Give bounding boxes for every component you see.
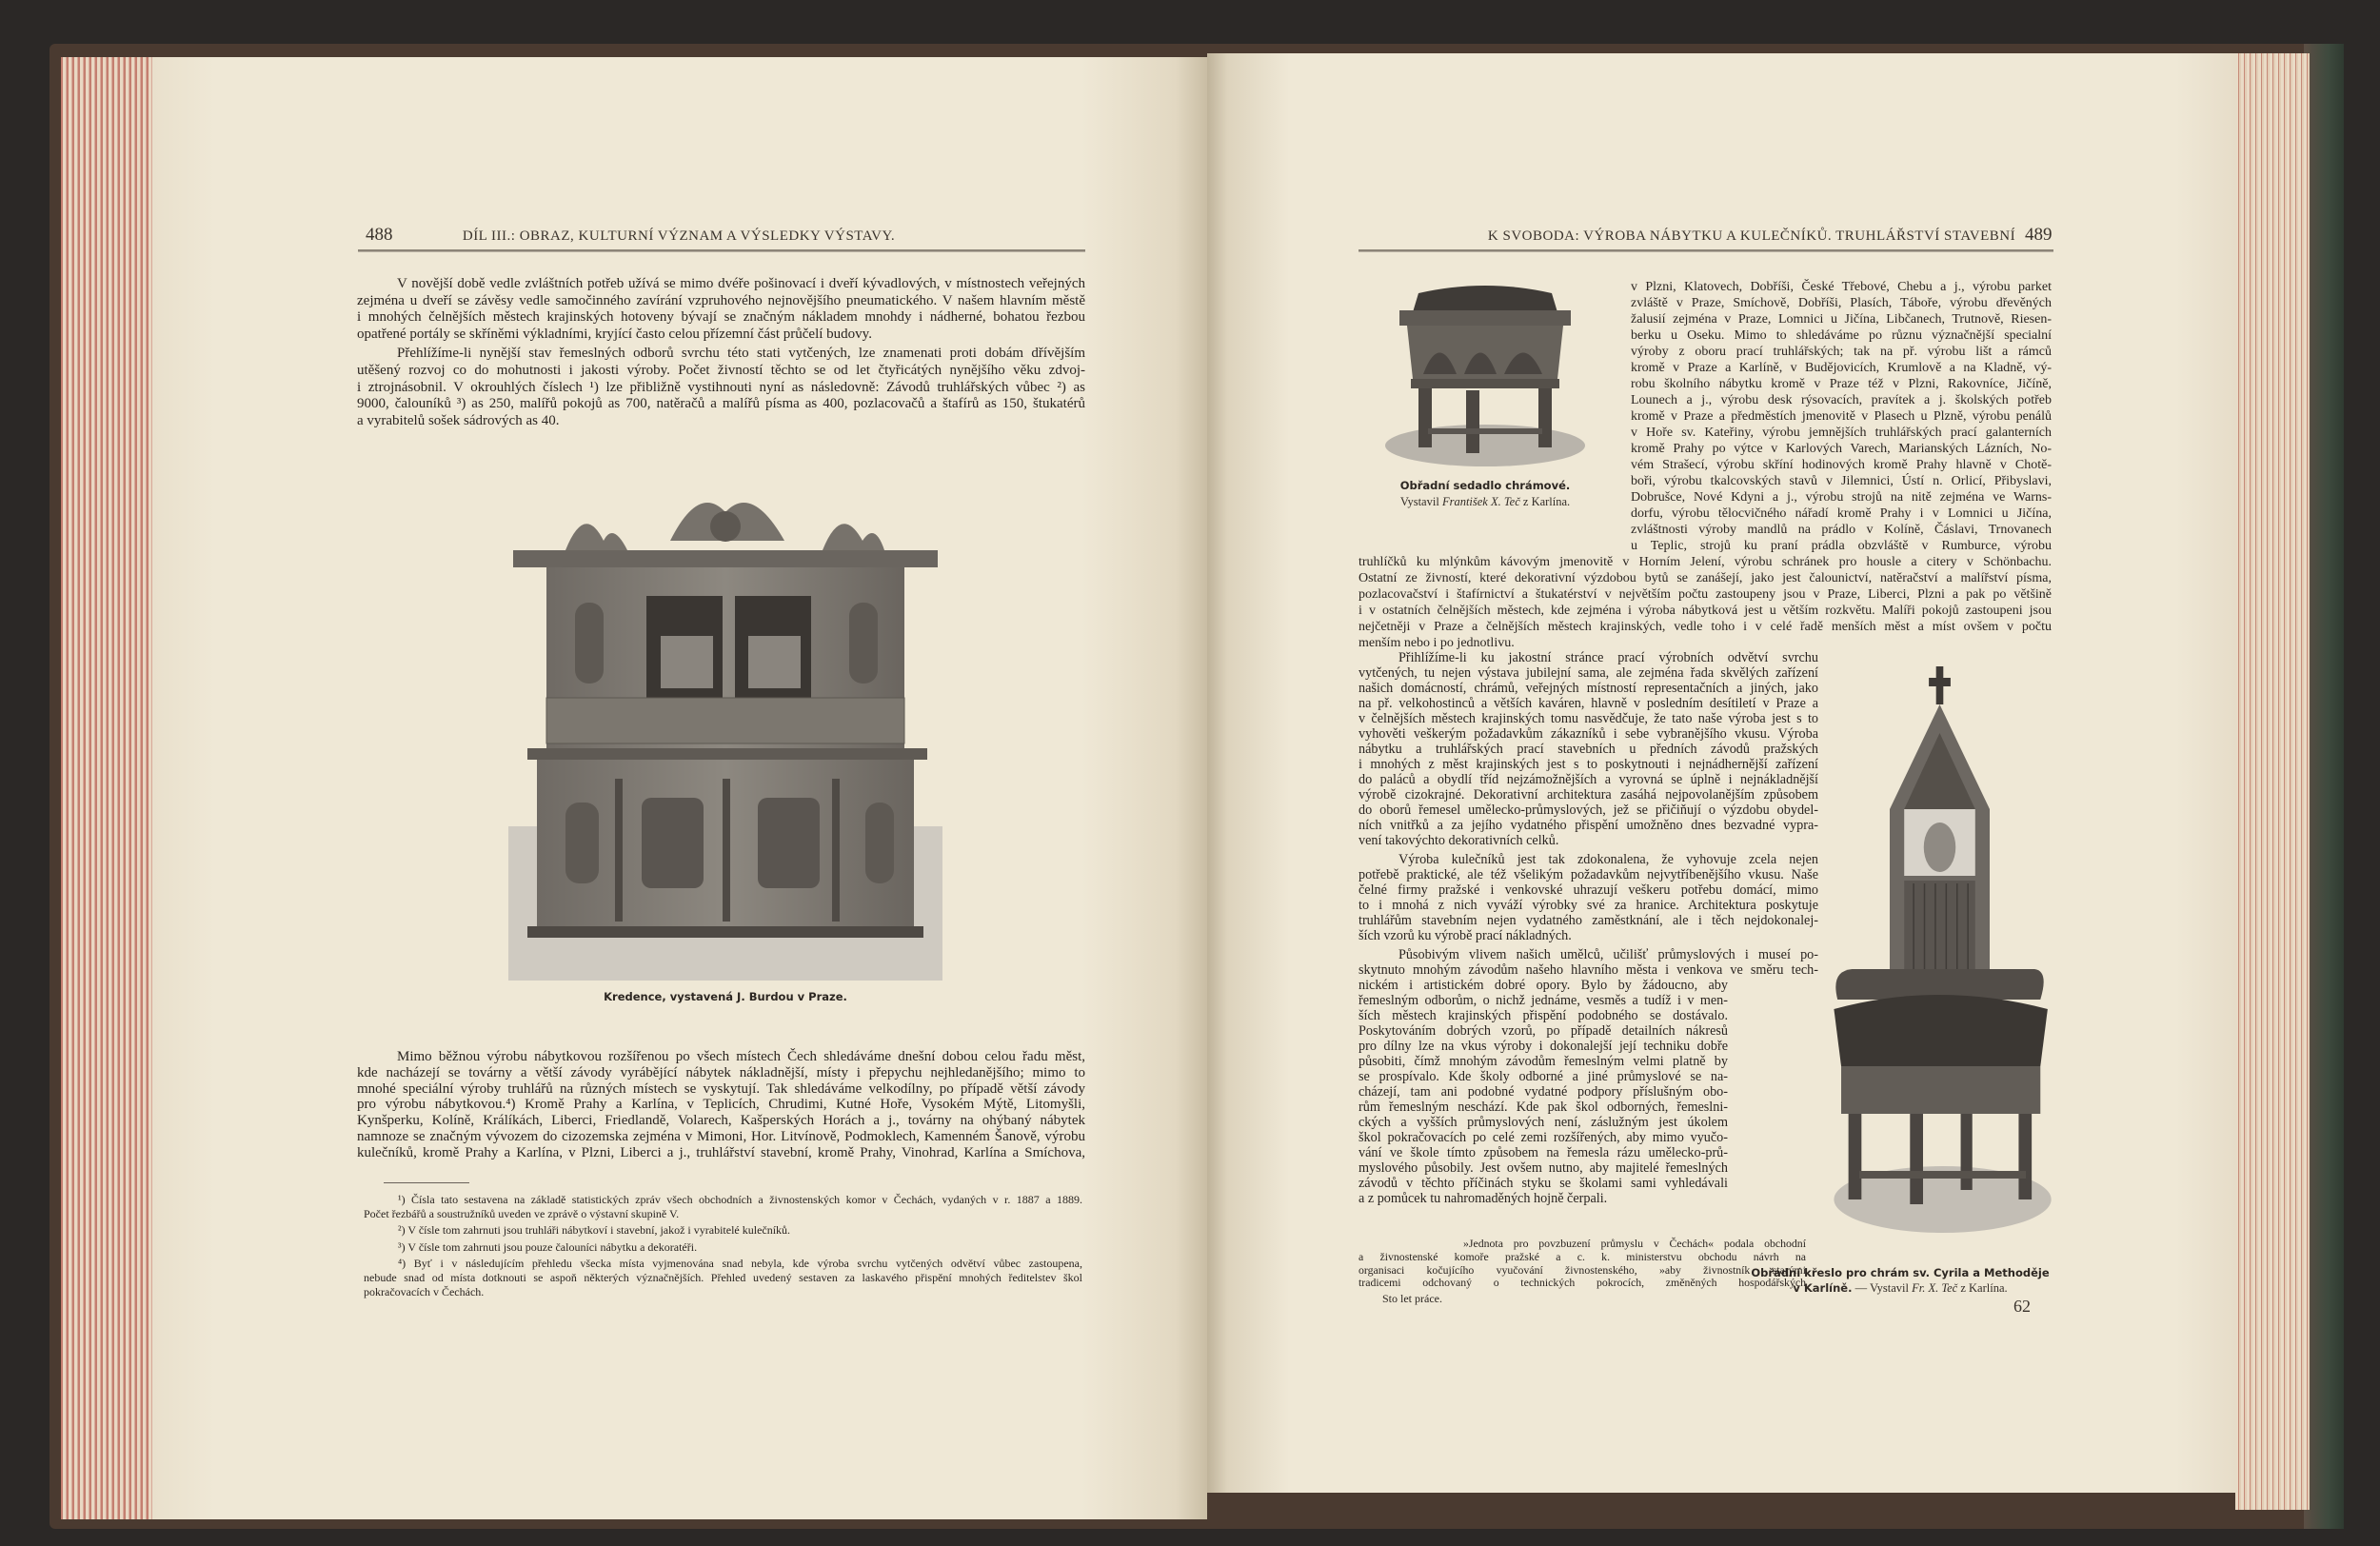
paragraph [1359, 852, 1818, 943]
text-line: ších městech krajinských přispění podobného se dostávalo. [1359, 1008, 1728, 1023]
text-line: pro výrobu nábytkovou.⁴) Kromě Prahy a Karlína, v Teplicích, Chrudimi, Kutné Hoře, Vysokém Mýtě, Litomyšli, [357, 1097, 1085, 1113]
text-line: Přehlížíme-li nynější stav řemeslných odborů svrchu této stati vytčených, lze znamenati proti dobám dřívějším [397, 346, 1085, 362]
full-width-text [1359, 554, 2052, 651]
text-line: pro dílny lze na vkus výroby i dokonalejší její techniku dobře [1359, 1039, 1728, 1054]
text-line: a živnostenské komoře pražské a c. k. ministerstvu obchodu návrh na [1359, 1249, 1806, 1263]
credit-suffix: z Karlína. [1522, 495, 1571, 508]
footnote-rule [384, 1182, 469, 1183]
body-text-left [357, 1049, 1085, 1161]
text-line: do oborů řemesel umělecko-průmyslových, jež se přičiňují o výzdobu obydel- [1359, 803, 1818, 818]
text-line: vení takovýchto dekorativních celků. [1359, 833, 1559, 848]
text-line: do paláců a obydlí tříd nejzámožnějších a vyrovná se úplně i nejnákladnější [1359, 772, 1818, 787]
chair-caption-title: Obřadní křeslo pro chrám sv. Cyrila a Methoděje [1751, 1266, 2050, 1279]
text-line: řemeslným odborům, o nichž jednáme, vesměs a tudíž i v men- [1359, 993, 1728, 1008]
text-line: ²) V čísle tom zahrnuti jsou truhláři nábytkoví i stavební, jakož i vyrabitelé kulečníků. [398, 1223, 791, 1238]
text-line: kromě Prahy po výtce v Karlových Varech, Marianských Lázních, No- [1631, 442, 2052, 456]
paragraph [357, 276, 1085, 343]
credit-prefix: Vystavil [1399, 495, 1439, 508]
text-line: žalusií zejména v Praze, Lomnici u Jičína, Libčanech, Trutnově, Riesen- [1631, 312, 2052, 327]
cabinet-caption: Kredence, vystavená J. Burdou v Praze. [604, 990, 847, 1003]
text-line: zvláštnosti výroby mandlů na prádlo v Kolíně, Čáslavi, Trnovanech [1631, 523, 2052, 537]
text-line: Mimo běžnou výrobu nábytkovou rozšířenou po všech místech Čech shledáváme dnešní dobou celou řadu měst, [397, 1049, 1085, 1064]
text-line: ¹) Čísla tato sestavena na základě statistických zpráv všech obchodních a živnostenských komor v Čechách, vydaných v r. 1887 a 1889. [398, 1193, 1082, 1206]
paragraph [1631, 279, 2052, 554]
header-rule-left [358, 249, 1085, 252]
text-line: se prospívalo. Kde školy odborné a jiné průmyslové se na- [1359, 1069, 1728, 1084]
text-line: Dobrušce, Nové Kdyni a j., výrobu strojů na nitě zejména ve Warns- [1631, 490, 2052, 505]
text-line: pozlacovačství i štafírnictví a štukatérství v největším počtu zastoupeny jsou v Praze, Liberci, Plzni a pak po většině [1359, 587, 2052, 602]
paragraph [1359, 554, 2052, 651]
text-line: vání ve škole tímto způsobem na řemesla rázu umělecko-prů- [1359, 1145, 1728, 1160]
text-line: i ztrojnásobnil. V okrouhlých číslech ¹) lze přibližně vystihnouti nyní as následovně: Závodů truhlářských vůbec ²) as [357, 379, 1085, 395]
text-line: skytnuto mnohým závodům našeho hlavního města i venkova ve směru tech- [1359, 962, 1818, 978]
text-line: berku u Oseku. Mimo to shledáváme po různu význačnější specialní [1631, 328, 2052, 343]
intro-text [357, 276, 1085, 429]
text-line: Ostatní ze živností, které dekorativní výzdobou bytů se zanášejí, jako jest čalounictví, natěračství a malířství písma, [1359, 571, 2052, 585]
text-line: rům řemeslným neschází. Kde pak škol odborných, řemeslni- [1359, 1100, 1728, 1115]
text-line: ³) V čísle tom zahrnuti jsou pouze čalouníci nábytku a dekoratéři. [398, 1239, 698, 1254]
chair-caption-credit [1738, 1281, 2062, 1296]
text-line: na př. velkohostinců a větších kaváren, hlavně v posledním desítiletí v Praze a [1359, 696, 1818, 711]
text-line: mnohé speciální výroby truhlářů na různých místech se vyskytují. Tak shledáváme velkodílny, po případě větší závody [357, 1080, 1085, 1097]
column-text [1631, 279, 2052, 554]
text-line: i mnohých z měst krajinských jest s to poskytnouti i nejnádhernější zařízení [1359, 757, 1818, 772]
text-line: 9000, čalouníků ³) as 250, malířů pokojů as 700, natěračů a malířů písma as 400, pozlacovačů a štafírů as 150, štukatérů [357, 396, 1085, 412]
paragraph [357, 1049, 1085, 1161]
chair-caption-place: v Karlíně. [1793, 1281, 1853, 1295]
footnotes [364, 1193, 1082, 1299]
sheet-signature: 62 [2013, 1297, 2031, 1316]
text-line: Přihlížíme-li ku jakostní stránce prací výrobních odvětví svrchu [1398, 650, 1818, 665]
text-line: kulečníků, kromě Prahy a Karlína, v Plzni, Liberci a j., truhlářství stavební, kromě Prahy, Vinohrad, Karlína a Smíchova, [357, 1144, 1085, 1160]
text-line: v Plzni, Klatovech, Dobříši, České Třebové, Chebu a j., výrobu parket [1631, 280, 2052, 294]
paragraph [364, 1193, 1082, 1221]
text-line: kde nacházejí se továrny a větší závody vyrábějící nábytek nákladnější, místy i přepychu nejhledanějšího; mimo to [357, 1064, 1085, 1080]
text-line: u Teplic, strojů ku praní prádla obzvláště v Rumburce, výrobu [1631, 539, 2052, 553]
text-line: vém Strašecí, výrobu skříní hodinových kromě Prahy hlavně v Chotě- [1631, 458, 2052, 472]
text-line: ších vzorů ku výrobě prací nákladných. [1359, 928, 1572, 943]
text-line: nickém i artistickém dobré opory. Bylo by žádoucno, aby [1359, 978, 1728, 993]
text-line: nebude snad od místa dotknouti se aspoň některých význačnějších. Přehled uvedený sestaven za laskavého přispění mnohých ředitelstev škol [364, 1271, 1082, 1285]
text-line: zejména u dveří se závěsy vedle samočinného zavírání vzpruhového nejnovějšího pneumatického. V našem hlavním městě [357, 292, 1085, 308]
text-line: čelné firmy pražské i venkovské uhrazují veškeru potřebu domácí, mimo [1359, 882, 1818, 898]
text-line: i v ostatních čelnějších městech, kde zejména i výroba nábytková jest u větším rozkvětu. Malíři pokojů zastoupeni jsou [1359, 604, 2052, 618]
paragraph [1359, 947, 1818, 1206]
running-head-left: DÍL III.: OBRAZ, KULTURNÍ VÝZNAM A VÝSLEDKY VÝSTAVY. [462, 228, 896, 244]
cabinet-illustration [508, 484, 942, 981]
text-line: nejčetněji v Praze a čelnějších městech krajinských, vedle toho i v celé řadě menších měst a míst ovšem v počtu [1359, 620, 2052, 634]
text-line: truhlářům stavebním nejen vydatného zaměstknání, ale i těch nejdokonalej- [1359, 913, 1818, 928]
page-number-right: 489 [2025, 225, 2053, 245]
text-line: a vyrabitelů sošek sádrových as 40. [357, 412, 560, 428]
right-page-edges [2235, 53, 2310, 1510]
text-line: ckých a vyšších průmyslových není, záslužným jest úkolem [1359, 1115, 1728, 1130]
text-line: výrobě cizokrajné. Dekorativní architektura zasáhá nejpovolanějším způsobem [1359, 787, 1818, 803]
text-line: ⁴) Byť i v následujícím přehledu všecka místa vyjmenována snad nebyla, kde výroba svrchu vytčených odvětví vůbec zastoupena, [398, 1256, 1082, 1270]
credit-maker: František X. Teč [1441, 495, 1520, 508]
text-line: potřebě praktické, ale též všelikým požadavkům nejvytříbenějšího vkusu. Naše [1359, 867, 1818, 882]
text-line: v čelnějších městech krajinských tomu nasvědčuje, že tato naše výroba jest s to [1359, 711, 1818, 726]
running-head-right: K SVOBODA: VÝROBA NÁBYTKU A KULEČNÍKŮ. TRUHLÁŘSTVÍ STAVEBNÍ [1487, 228, 2016, 244]
stool-caption-title: Obřadní sedadlo chrámové. [1399, 479, 1571, 492]
text-line: Kynšperku, Kolíně, Králíkách, Liberci, Friedlandě, Volarech, Kašperských Horách a j., továrny na ohýbaný nábytek [357, 1113, 1085, 1129]
header-rule-right [1359, 249, 2053, 252]
book-cover-edge [2304, 44, 2344, 1529]
text-line: Poskytováním dobrých vzorů, po případě detailních nákresů [1359, 1023, 1728, 1039]
text-line: to i mnohá z nich vyváží výrobky své za hranice. Architektura poskytuje [1359, 898, 1818, 913]
chair-illustration [1823, 666, 2056, 1238]
text-line: V novější době vedle zvláštních potřeb užívá se mimo dvéře pošinovací i dveří kývadlových, v místnostech veřejných [397, 276, 1085, 291]
text-line: nábytku a truhlářských prací stavebních u předních závodů pražských [1359, 742, 1818, 757]
credit-prefix: — Vystavil [1854, 1281, 1909, 1295]
text-line: boři, výrobu tkalcovských stavů v Jilemnici, Ústí n. Orlicí, Přibyslavi, [1631, 474, 2052, 488]
paragraph [1359, 650, 1818, 848]
text-line: zvláště v Praze, Smíchově, Dobříši, Plasích, Táboře, výrobu dřevěných [1631, 296, 2052, 310]
text-line: ních vnitřků a za jejího vydatného přispění umožněno dnes bezvadné vypra- [1359, 818, 1818, 833]
text-line: »Jednota pro povzbuzení průmyslu v Čechách« podala obchodní [1463, 1237, 1806, 1250]
text-line: výroby z oboru prací truhlářských; tak na př. výrobu lišt a rámců [1631, 345, 2052, 359]
text-line: utěšený rozvoj co do mohutnosti i jakosti výroby. Počet živností těchto se od let čtyřicátých nynějšího věku zdvoj- [357, 362, 1085, 378]
left-page-edges [61, 57, 156, 1519]
text-line: Počet řezbářů a soustružníků uveden ve zprávě o výstavní skupině V. [364, 1207, 680, 1221]
text-line: robu školního nábytku kromě v Praze též v Plzni, Rakovníce, Jičíně, [1631, 377, 2052, 391]
text-line: našich domácností, chrámů, veřejných místností representačních a jiných, jako [1359, 681, 1818, 696]
text-line: Výroba kulečníků jest tak zdokonalena, že vyhovuje zcela nejen [1398, 852, 1818, 867]
text-line: pokračovacích v Čechách. [364, 1285, 485, 1299]
text-line: truhlíčků ku mlýnkům kávovým jmenovitě v Horním Jelení, výrobu schránek pro housle a citery v Schönbachu. [1359, 555, 2052, 569]
text-line: kromě v Praze a Karlíně, v Budějovicích, Krumlově a na Kladně, vý- [1631, 361, 2052, 375]
credit-maker: Fr. X. Teč [1912, 1281, 1958, 1295]
text-line: Lounech a j., výrobu desk rýsovacích, pravítek a j. školských potřeb [1631, 393, 2052, 407]
stool-caption-credit [1361, 495, 1609, 509]
text-line: v Hoře sv. Kateřiny, výrobu jemnějších truhlářských prací galanterních [1631, 426, 2052, 440]
text-line: působiti, čímž mnohým závodům řemeslným velmi platně by [1359, 1054, 1728, 1069]
text-line: i mnohých čelnějších městech krajinských hotoveny bývají se značným nákladem mnohdy i nádherné, bohatou řezbou [357, 309, 1085, 326]
signature-line: Sto let práce. [1382, 1292, 1442, 1305]
paragraph [364, 1223, 1082, 1238]
text-line: organisaci kočujícího vyučování živnostenského, »aby živnostník starými [1359, 1262, 1806, 1277]
text-line: cházejí, tam ani podobné vydatné podpory příslušným obo- [1359, 1084, 1728, 1100]
paragraph [364, 1257, 1082, 1300]
paragraph [364, 1240, 1082, 1255]
text-line: tradicemi odchovaný o technických pokrocích, změněných hospodářských [1359, 1276, 1806, 1290]
text-line: myslového působily. Jest ovšem nutno, aby majitelé řemeslných [1359, 1160, 1728, 1176]
text-line: kromě v Praze a předměstích jmenovitě v Plasech u Plzně, výrobu penálů [1631, 409, 2052, 424]
page-number-left: 488 [366, 225, 393, 245]
text-line: opatřené portály se skříněmi výkladními, kryjící často celou přízemní část průčelí budovy. [357, 326, 872, 342]
text-line: dorfu, výrobu tělocvičného nářadí kromě Prahy i v Lomnici u Jičína, [1631, 506, 2052, 521]
text-line: závodů v těchto příčinách styku se školami sami vyhledávali [1359, 1176, 1728, 1191]
text-line: škol pokračovacích po celé zemi rozšířených, aby mimo vyučo- [1359, 1130, 1728, 1145]
credit-suffix: z Karlína. [1960, 1281, 2008, 1295]
text-line: menším nebo i po jednotlivu. [1359, 636, 1515, 650]
text-line: vyhověti veškerým požadavkům zákazníků i sebe vybranějšího vkusu. Výroba [1359, 726, 1818, 742]
main-text-right [1359, 650, 1818, 1206]
text-line: a z pomůcek tu nahromaděných hojně čerpali. [1359, 1191, 1608, 1206]
stool-illustration [1380, 284, 1588, 470]
text-line: Působivým vlivem našich umělců, učilišť průmyslových i museí po- [1398, 947, 1818, 962]
text-line: vytčených, tu nejen výstava jubilejní sama, ale zejména řada skvělých zařízení [1359, 665, 1818, 681]
text-line: namnoze se značným vývozem do cizozemska zejména v Mimoni, Hor. Litvínově, Podmoklech, Kamenném Šanově, výrobu [357, 1128, 1085, 1144]
paragraph [357, 346, 1085, 429]
